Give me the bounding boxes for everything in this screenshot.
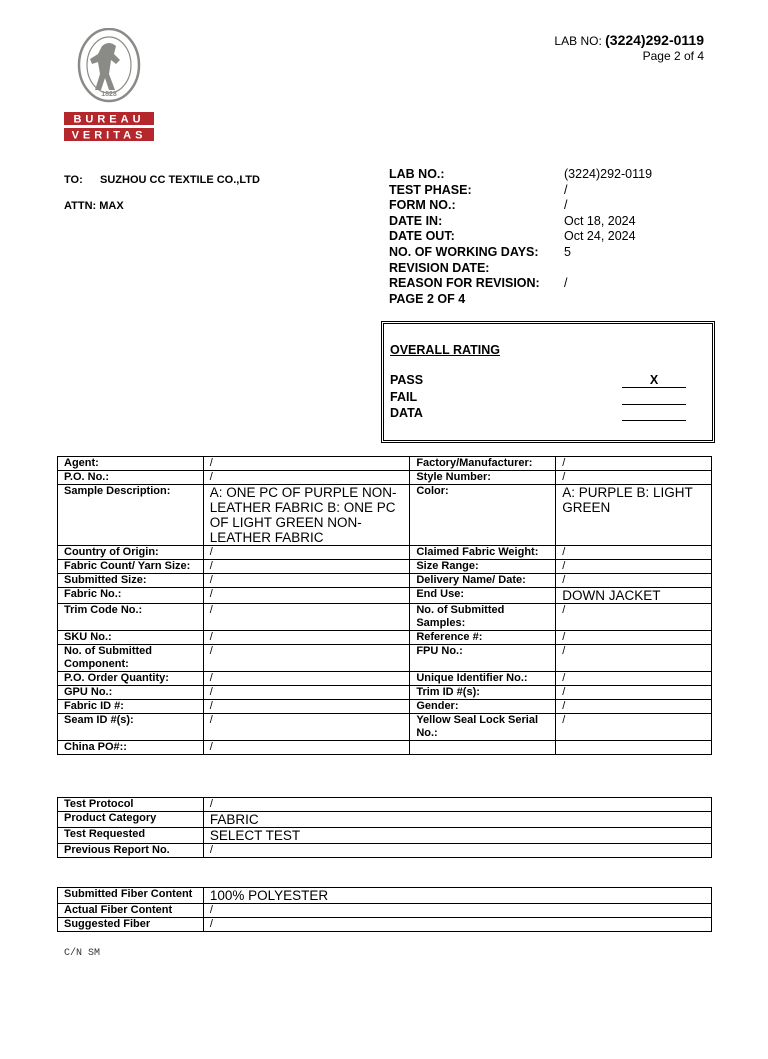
info-key: DATE IN: (389, 213, 443, 228)
field-label: Sample Description: (58, 485, 204, 546)
table-row (58, 457, 712, 471)
field-label: Test Protocol (58, 798, 204, 812)
field-value: / (556, 714, 712, 741)
field-label: Yellow Seal Lock Serial No.: (410, 714, 556, 741)
field-value: SELECT TEST (203, 828, 711, 844)
field-label: Agent: (58, 457, 204, 471)
field-value (556, 741, 712, 755)
info-row (389, 183, 714, 199)
info-row (389, 276, 714, 292)
table-row (58, 546, 712, 560)
field-label: Product Category (58, 812, 204, 828)
rating-title: OVERALL RATING (390, 343, 500, 357)
field-label: Submitted Fiber Content (58, 888, 204, 904)
info-row (389, 214, 714, 230)
info-value: (3224)292-0119 (564, 167, 653, 181)
to-value: SUZHOU CC TEXTILE CO.,LTD (100, 174, 260, 186)
info-row (389, 292, 714, 308)
field-label: Size Range: (410, 560, 556, 574)
field-label: Unique Identifier No.: (410, 672, 556, 686)
field-value: / (203, 904, 711, 918)
field-value: / (203, 574, 410, 588)
rating-fail-row (390, 389, 690, 406)
info-value: Oct 18, 2024 (564, 213, 636, 228)
field-label: Trim Code No.: (58, 604, 204, 631)
table-row (58, 741, 712, 755)
table-row (58, 560, 712, 574)
field-label: Test Requested (58, 828, 204, 844)
field-label: Claimed Fabric Weight: (410, 546, 556, 560)
field-label: Previous Report No. (58, 844, 204, 858)
field-label: Fabric No.: (58, 588, 204, 604)
info-key: DATE OUT: (389, 229, 455, 244)
table-row (58, 812, 712, 828)
table-row (58, 904, 712, 918)
field-label: GPU No.: (58, 686, 204, 700)
field-label: FPU No.: (410, 645, 556, 672)
info-key: REVISION DATE: (389, 260, 490, 275)
table-row (58, 918, 712, 932)
table-row (58, 672, 712, 686)
table-row (58, 645, 712, 672)
lab-info-block (389, 167, 714, 307)
field-value: / (556, 645, 712, 672)
field-value: / (203, 798, 711, 812)
field-value: DOWN JACKET (556, 588, 712, 604)
table-row (58, 700, 712, 714)
field-value: A: ONE PC OF PURPLE NON- LEATHER FABRIC B: ONE PC OF LIGHT GREEN NON- LEATHER FABRIC (203, 485, 410, 546)
field-value: FABRIC (203, 812, 711, 828)
to-label: TO: (64, 174, 83, 186)
field-label: Color: (410, 485, 556, 546)
table-row (58, 471, 712, 485)
table-row (58, 485, 712, 546)
field-label: Fabric ID #: (58, 700, 204, 714)
info-key: NO. OF WORKING DAYS: (389, 244, 539, 259)
info-value: Oct 24, 2024 (564, 229, 636, 244)
bureau-veritas-logo (62, 28, 156, 144)
table-row (58, 798, 712, 812)
field-value: / (203, 471, 410, 485)
field-value: 100% POLYESTER (203, 888, 711, 904)
field-label: No. of Submitted Samples: (410, 604, 556, 631)
field-label: China PO#:: (58, 741, 204, 755)
field-label: Suggested Fiber (58, 918, 204, 932)
table-row (58, 844, 712, 858)
test-protocol-table (57, 797, 712, 858)
field-value: / (203, 631, 410, 645)
info-value (564, 292, 714, 308)
field-value: / (203, 741, 410, 755)
field-value: / (556, 631, 712, 645)
field-value: / (556, 457, 712, 471)
info-key: REASON FOR REVISION: (389, 276, 540, 291)
table-row (58, 828, 712, 844)
header-lab-no-label: LAB NO: (554, 34, 602, 48)
svg-text:BUREAU: BUREAU (73, 113, 145, 126)
field-value: / (203, 560, 410, 574)
rating-data-label: DATA (390, 406, 423, 420)
info-value: / (564, 276, 568, 291)
table-row (58, 888, 712, 904)
info-row (389, 229, 714, 245)
header-lab-no-value: (3224)292-0119 (605, 32, 704, 48)
sample-info-table (57, 456, 712, 755)
field-value: / (556, 604, 712, 631)
field-value: / (556, 672, 712, 686)
rating-fail-label: FAIL (390, 389, 418, 404)
field-value: / (203, 546, 410, 560)
info-value: 5 (564, 244, 571, 259)
field-value: / (203, 714, 410, 741)
field-label: Gender: (410, 700, 556, 714)
rating-data-mark (622, 405, 686, 421)
info-value (564, 261, 714, 277)
field-value: / (203, 844, 711, 858)
field-value: / (203, 686, 410, 700)
info-value: / (564, 198, 568, 213)
field-value: / (203, 645, 410, 672)
field-label: Submitted Size: (58, 574, 204, 588)
field-value: / (556, 471, 712, 485)
table-row (58, 714, 712, 741)
field-label: Seam ID #(s): (58, 714, 204, 741)
fiber-content-table (57, 887, 712, 932)
header-page: Page 2 of 4 (642, 49, 704, 63)
field-label: P.O. Order Quantity: (58, 672, 204, 686)
rating-fail-mark (622, 389, 686, 405)
info-row (389, 245, 714, 261)
field-value: / (203, 604, 410, 631)
overall-rating-box (381, 321, 715, 443)
info-key: LAB NO.: (389, 167, 445, 181)
info-row (389, 261, 714, 277)
field-value: / (203, 918, 711, 932)
rating-pass-row (390, 372, 690, 389)
bureau-veritas-seal-icon (62, 28, 156, 144)
field-value: / (556, 686, 712, 700)
info-row (389, 198, 714, 214)
field-value: / (556, 700, 712, 714)
field-label: Reference #: (410, 631, 556, 645)
info-value: / (564, 182, 568, 197)
field-label: Delivery Name/ Date: (410, 574, 556, 588)
rating-pass-mark: X (622, 372, 686, 388)
attn: ATTN: MAX (64, 200, 124, 212)
field-label: Factory/Manufacturer: (410, 457, 556, 471)
table-row (58, 574, 712, 588)
header-lab-number (554, 33, 704, 64)
field-value: / (203, 672, 410, 686)
field-label: Fabric Count/ Yarn Size: (58, 560, 204, 574)
field-label (410, 741, 556, 755)
field-value: / (556, 560, 712, 574)
info-key: TEST PHASE: (389, 182, 472, 197)
field-value: / (556, 574, 712, 588)
field-value: A: PURPLE B: LIGHT GREEN (556, 485, 712, 546)
field-value: / (203, 700, 410, 714)
info-key: FORM NO.: (389, 198, 456, 213)
table-row (58, 686, 712, 700)
svg-text:VERITAS: VERITAS (71, 129, 147, 142)
field-label: Country of Origin: (58, 546, 204, 560)
field-value: / (203, 588, 410, 604)
field-label: SKU No.: (58, 631, 204, 645)
field-label: Style Number: (410, 471, 556, 485)
field-value: / (556, 546, 712, 560)
recipient-block (64, 167, 260, 219)
rating-data-row (390, 405, 690, 422)
svg-text:1828: 1828 (101, 91, 117, 98)
table-row (58, 588, 712, 604)
table-row (58, 604, 712, 631)
field-value: / (203, 457, 410, 471)
table-row (58, 631, 712, 645)
rating-pass-label: PASS (390, 373, 424, 387)
field-label: End Use: (410, 588, 556, 604)
info-row (389, 167, 714, 183)
field-label: No. of Submitted Component: (58, 645, 204, 672)
field-label: P.O. No.: (58, 471, 204, 485)
info-key: PAGE 2 OF 4 (389, 291, 466, 306)
field-label: Actual Fiber Content (58, 904, 204, 918)
footnote: C/N SM (64, 948, 101, 959)
field-label: Trim ID #(s): (410, 686, 556, 700)
